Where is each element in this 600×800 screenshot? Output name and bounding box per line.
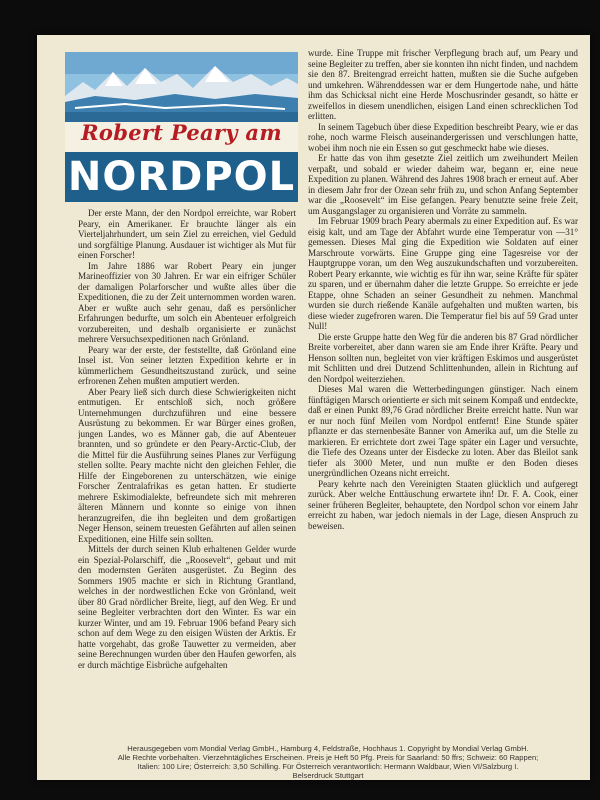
- paragraph: Der erste Mann, der den Nordpol erreichte, war Robert Peary, ein Amerikaner. Er brauchte länger als ein Vierteljahrhundert, um sein Ziel zu erreichen, viel Geduld und sorgfältige Planung. Ausdauer ist wichtiger als Mut für einen Forscher!: [78, 208, 296, 260]
- title-line-2: NORDPOL: [65, 152, 298, 202]
- paragraph: Er hatte das von ihm gesetzte Ziel zeitlich um zweihundert Meilen verpaßt, und sobald er wieder daheim war, begann er, eine neue Expedition zu planen. Während des Jahres 1908 brach er erneut auf. Aber in diesem Jahr fror der Ozean sehr früh zu, und schon Anfang September war die „Roosevelt“ im Eise gefangen. Peary benutzte seine freie Zeit, um Ausgangslager zu organisieren und Vorräte zu sammeln.: [308, 153, 578, 216]
- paragraph: Peary war der erste, der feststellte, daß Grönland eine Insel ist. Von seiner letzten Expedition kehrte er in kümmerlichem Gesundheitszustand zurück, und seine erfrorenen Zehen mußten amputiert werden.: [78, 344, 296, 386]
- paragraph: Dieses Mal waren die Wetterbedingungen günstiger. Nach einem fünftägigen Marsch orientierte er sich mit seinem Kompaß und entdeckte, daß er einen Punkt 89,76 Grad nördlicher Breite erreicht hatte. Nun war er nur noch fünf Meilen vom Nordpol entfernt! Eine Stunde später pflanzte er das sternenbesäte Banner von Amerika auf, um die Stelle zu markieren. Er errichtete dort zwei Tage später ein Lager und versuchte, die Tiefe des Ozeans unter der Eisdecke zu loten. Aber das Bleilot sank tiefer als 3000 Meter, und nun mußte er den Boden dieses unergründlichen Ozeans nicht erreicht.: [308, 384, 578, 478]
- publisher-footer: [78, 744, 578, 780]
- paragraph: Im Februar 1909 brach Peary abermals zu einer Expedition auf. Es war eisig kalt, und am Tage der Abfahrt wurde eine Temperatur von —31° gemessen. Dieses Mal ging die Expedition wie Soldaten auf einer Marschroute vorwärts. Eine Gruppe ging eine Tagesreise vor der Hauptgruppe voran, um den Weg auszukundschaften und vorzubereiten. Robert Peary erkannte, wie wichtig es für ihn war, seine Kräfte für später zu sparen, und er übernahm daher die letzte Gruppe. So erreichte er jede Etappe, ohne Schaden an seiner Gesundheit zu nehmen. Manchmal wurden sie durch rießende Kanäle aufgehalten und mußten warten, bis diese wieder zugefroren waren. Die Temperatur fiel bis auf 59 Grad unter Null!: [308, 216, 578, 331]
- paragraph: Peary kehrte nach den Vereinigten Staaten glücklich und aufgeregt zurück. Aber welche Enttäuschung erwartete ihn! Dr. F. A. Cook, einer seiner früheren Begleiter, behauptete, den Nordpol schon vor einem Jahr erreicht zu haben, war jedoch niemals in der Lage, diesen Anspruch zu beweisen.: [308, 478, 578, 531]
- footer-line: Alle Rechte vorbehalten. Vierzehntägliches Erscheinen. Preis je Heft 50 Pfg. Preis für Saarland: 50 ffrs; Schweiz: 60 Rappen;: [117, 753, 539, 762]
- left-text-column: [78, 208, 296, 723]
- paragraph: In seinem Tagebuch über diese Expedition beschreibt Peary, wie er das rohe, noch warme Fleisch auseinandergerissen und verschlungen hatte, wobei ihm noch nie ein Essen so gut geschmeckt habe wie dieses.: [308, 121, 578, 153]
- paragraph: Aber Peary ließ sich durch diese Schwierigkeiten nicht entmutigen. Er entschloß sich, noch größere Unternehmungen durchzuführen und eine bessere Ausrüstung zu bekommen. Er war Bürger eines großen, jungen Landes, wo es Männer gab, die auf Abenteuer brannten, und so gründete er den Peary-Arctic-Club, der die Mittel für die Ausführung seines Planes zur Verfügung stellen sollte. Peary machte nicht den gleichen Fehler, die Hilfe der Eingeborenen zu unterschätzen, wie einige Forscher Zentralafrikas es getan hatten. Er studierte mehrere Eskimodialekte, befreundete sich mit mehreren älteren Männern und konnte so einige von ihnen heranzugreifen, die ihn begleiten und dem großartigen Neger Henson, seinem treuesten Gefährten auf allen seinen Expeditionen, eine Hilfe sein sollten.: [78, 386, 296, 544]
- title-banner: [65, 52, 298, 202]
- paragraph: wurde. Eine Truppe mit frischer Verpflegung brach auf, um Peary und seine Begleiter zu treffen, aber sie konnten ihn nicht finden, und nachdem sie den 87. Breitengrad erreicht hatten, mußten sie die Suche aufgeben und umkehren. Währenddessen war er dem Hungertode nahe, und hätte ihm das Schicksal nicht eine Herde Moschusrinder gesandt, so hätte er zweifellos in diesem unendlichen, eisigen Land einen schrecklichen Tod erlitten.: [308, 48, 578, 121]
- footer-line: Belserdruck Stuttgart: [292, 771, 364, 780]
- paragraph: Im Jahre 1886 war Robert Peary ein junger Marineoffizier von 30 Jahren. Er war ein eifriger Schüler der damaligen Polarforscher und wußte alles über die Expeditionen, die zu der Zeit unternommen worden waren. Aber er wußte auch sehr genau, daß es persönlicher Erfahrungen bedurfte, um solch ein Abenteuer erfolgreich vorzubereiten, und deshalb organisierte er zunächst mehrere Versuchsexpeditionen nach Grönland.: [78, 260, 296, 344]
- footer-line: Herausgegeben vom Mondial Verlag GmbH., Hamburg 4, Feldstraße, Hochhaus 1. Copyright by Mondial Verlag GmbH.: [127, 744, 529, 753]
- title-line-1: Robert Peary am: [81, 120, 282, 145]
- arctic-landscape-illustration: [65, 52, 298, 122]
- footer-line: Italien: 100 Lire; Österreich: 3,50 Schilling. Für Österreich verantwortlich: Hermann Waldbaur, Wien VI/Salzburg I.: [137, 762, 519, 771]
- right-text-column: [308, 48, 578, 728]
- paragraph: Die erste Gruppe hatte den Weg für die anderen bis 87 Grad nördlicher Breite vorbereitet, aber dann waren sie am Ende ihrer Kräfte. Peary und Henson sollten nun, begleitet von vier kräftigen Eskimos und ausgerüstet mit Schlitten und drei Dutzend Schlittenhunden, allein in Richtung auf den Nordpol weiterziehen.: [308, 331, 578, 384]
- paragraph: Mittels der durch seinen Klub erhaltenen Gelder wurde ein Spezial-Polarschiff, die „Roosevelt“, gebaut und mit den modernsten Geräten ausgerüstet. Zu Beginn des Sommers 1905 machte er sich in Richtung Grantland, welches in der nordwestlichen Ecke von Grönland, weit über 80 Grad nördlicher Breite, liegt, auf den Weg. Er und seine Begleiter verbrachten dort den Winter. Es war ein kurzer Winter, und am 19. Februar 1906 befand Peary sich schon auf dem Wege zu den eisigen Wüsten der Arktis. Er hatte vorgehabt, das große Tauwetter zu vermeiden, aber seine Berechnungen wurden über den Haufen geworfen, als er durch mächtige Eisbrüche aufgehalten: [78, 544, 296, 670]
